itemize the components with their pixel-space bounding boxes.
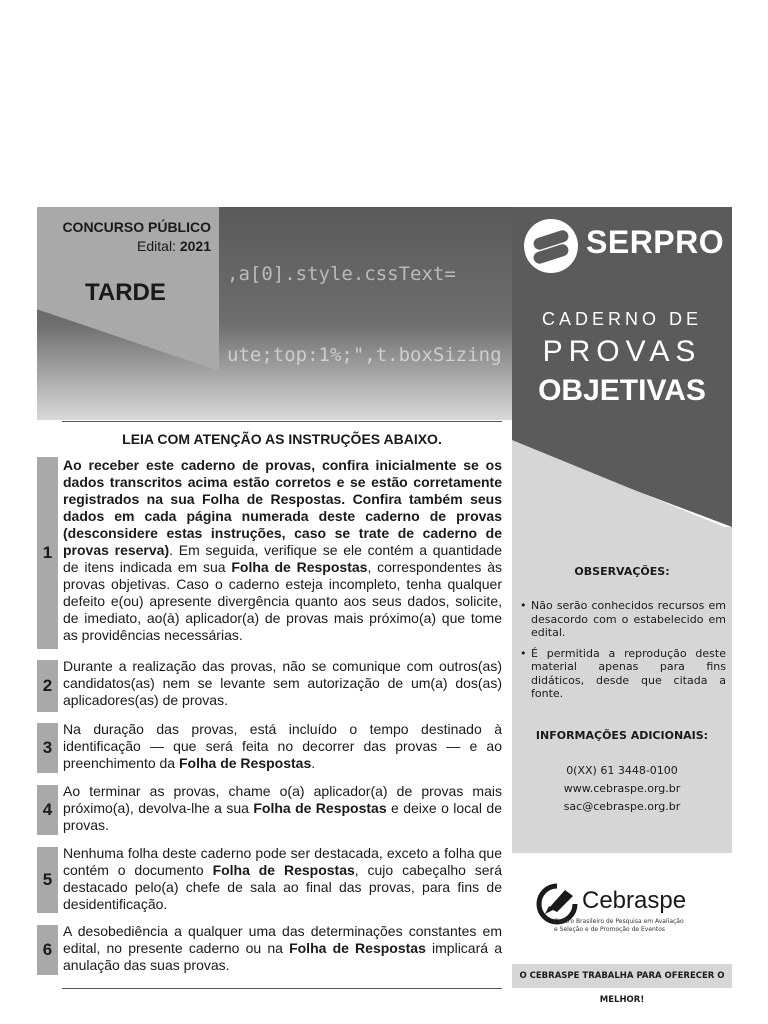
instruction-number: 4 [37,785,58,835]
edital-year: 2021 [179,238,211,254]
observacao-item: • Não serão conhecidos recursos em desacordo com o estabelecido em edital. [518,599,726,640]
observacoes-list [518,599,726,708]
instruction-4 [63,783,502,834]
edital-prefix: Edital: [137,238,176,254]
info-site[interactable]: www.cebraspe.org.br [563,782,681,795]
divider-bottom [62,988,502,989]
instruction-6-text-a: A desobediência a qualquer uma das determinações constantes em edital, no presente caderno ou na [63,923,502,956]
info-email[interactable]: sac@cebraspe.org.br [563,800,681,813]
caderno-line-2: PROVAS [542,335,702,368]
instruction-number: 6 [37,925,58,975]
instruction-3 [63,721,502,772]
instruction-1-bold-mid: Folha de Respostas [231,559,368,575]
instruction-1-text-a: . Em seguida, verifique se ele contém a quantidade de itens indicada em sua [63,542,503,575]
informacoes-title: INFORMAÇÕES ADICIONAIS: [535,729,709,742]
instruction-4-text-b: e deixe o local de provas. [63,800,503,833]
cebraspe-sub-line: e Seleção e de Promoção de Eventos [554,926,665,933]
instructions-title: LEIA COM ATENÇÃO AS INSTRUÇÕES ABAIXO. [122,431,442,447]
caderno-line-3: OBJETIVAS [538,374,706,407]
divider-top [62,421,502,422]
code-line: ,a[0].style.cssText= [227,263,456,285]
instruction-3-text-b: . [311,755,316,771]
instruction-number: 5 [37,847,58,913]
concurso-label: CONCURSO PÚBLICO [62,219,211,235]
instruction-3-bold: Folha de Respostas [178,755,312,771]
cebraspe-sub-line: Centro Brasileiro de Pesquisa em Avaliação [554,918,684,925]
instruction-6 [63,923,502,974]
instruction-number: 3 [37,723,58,773]
info-phone: 0(XX) 61 3448-0100 [566,764,678,777]
instruction-5-text-b: , cujo cabeçalho será destacado pelo(a) chefe de sala ao final das provas, para fins de desidentificação. [63,862,502,912]
instruction-5-bold: Folha de Respostas [212,862,355,878]
serpro-logo-icon [524,219,578,273]
instruction-2: Durante a realização das provas, não se comunique com outros(as) candidatos(as) nem se levante sem autorização de um(a) dos(as) aplicadores(as) de provas. [63,658,502,708]
instruction-number: 1 [37,457,58,649]
cebraspe-subtitle [554,918,684,934]
instruction-5 [63,845,502,913]
instruction-6-bold: Folha de Respostas [289,940,426,956]
code-line: ute;top:1%;",t.boxSizing [227,344,502,366]
instruction-3-text-a: Na duração das provas, está incluído o tempo destinado à identificação — que será feita no decorrer das provas — e ao preenchimento da [63,721,502,771]
header-banner [37,207,512,420]
instruction-number: 2 [37,660,58,712]
cebraspe-slogan: O CEBRASPE TRABALHA PARA OFERECER O MELHOR! [512,964,732,988]
instruction-4-bold: Folha de Respostas [253,800,387,816]
cebraspe-name: Cebraspe [582,887,687,914]
serpro-logo-text: SERPRO [586,224,725,260]
instruction-5-text-a: Nenhuma folha deste caderno pode ser destacada, exceto a folha que contém o documento [63,845,502,878]
instruction-1 [63,457,502,644]
instruction-1-bold-lead: Ao receber este caderno de provas, confira inicialmente se os dados transcritos acima estão corretos e se estão corretamente registrados na sua Folha de Respostas. Confira também seus dados em cada página numerada deste caderno de provas (desconsidere estas instruções, caso se trate de caderno de provas reserva) [63,457,502,558]
instruction-6-text-b: implicará a anulação das suas provas. [63,940,502,973]
observacoes-title: OBSERVAÇÕES: [574,565,670,578]
caderno-line-1: CADERNO DE [541,309,702,329]
observacao-item: • É permitida a reprodução deste material apenas para fins didáticos, desde que citada a fonte. [518,647,726,701]
turno-label: TARDE [85,279,166,306]
code-background [227,207,512,420]
instruction-4-text-a: Ao terminar as provas, chame o(a) aplicador(a) de provas mais próximo(a), devolva-lhe a sua [63,783,502,816]
instruction-1-text-b: , correspondentes às provas objetivas. Caso o caderno esteja incompleto, tenha qualquer defeito e(ou) apresente divergência quanto aos seus dados, solicite, de imediato, ao(à) aplicador(a) de provas mais próximo(a) que tome as providências necessárias. [63,559,503,643]
edital-label [45,238,211,254]
